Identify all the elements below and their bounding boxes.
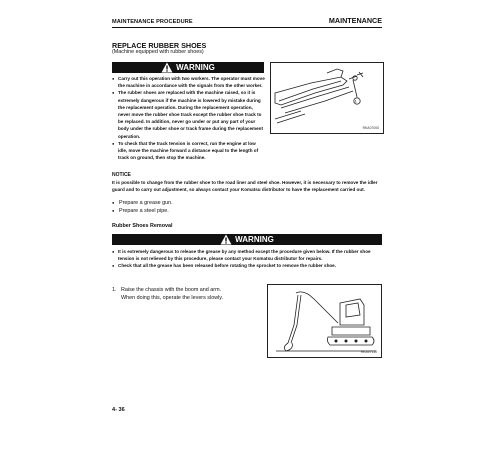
track-frame-drawing bbox=[271, 63, 383, 133]
figure-grease-fitting bbox=[270, 62, 384, 134]
warning-item: ● It is extremely dangerous to release the grease by any method except the procedure given below. If the rubber shoe tension is not relieved by this procedure, please contact your Komatsu distributor for repairs. bbox=[112, 248, 382, 262]
warning-item: ● Check that all the grease has been released before rotating the sprocket to remove the rubber shoe. bbox=[112, 262, 382, 269]
warning-bar-2 bbox=[112, 234, 382, 245]
excavator-drawing bbox=[268, 285, 381, 357]
figure-callout: 1 bbox=[354, 98, 357, 104]
header-left: MAINTENANCE PROCEDURE bbox=[112, 19, 193, 25]
step-number: 1. bbox=[112, 287, 117, 293]
prepare-list bbox=[112, 199, 173, 215]
page-number: 4- 36 bbox=[112, 407, 125, 413]
figure-raise-chassis bbox=[267, 284, 382, 358]
step-line-2: When doing this, operate the levers slowly. bbox=[121, 295, 224, 301]
warning-triangle-icon bbox=[220, 234, 232, 245]
header-right: MAINTENANCE bbox=[328, 16, 382, 25]
step-1 bbox=[112, 286, 262, 302]
warning-item: ● Carry out this operation with two workers. The operator must move the machine in accordance with the signals from the other worker. bbox=[112, 75, 266, 89]
warning-label-1: WARNING bbox=[176, 63, 215, 72]
prepare-item: ● Prepare a steel pipe. bbox=[112, 207, 173, 215]
figure-code-2: RKA07110 bbox=[360, 350, 377, 354]
page-header bbox=[112, 16, 382, 28]
step-line-1: Raise the chassis with the boom and arm. bbox=[121, 287, 222, 293]
notice-heading: NOTICE bbox=[112, 172, 131, 178]
warning-item: ● To check that the track tension is correct, run the engine at low idle, move the machine forward a distance equal to the length of track on ground, then stop the machine. bbox=[112, 140, 266, 162]
removal-title: Rubber Shoes Removal bbox=[112, 223, 173, 229]
warning-label-2: WARNING bbox=[235, 235, 274, 244]
warning-bar-1 bbox=[112, 62, 264, 73]
notice-text: It is possible to change from the rubber shoe to the road liner and steel shoe. However, it is necessary to remove the idler guard and to carry out adjustment, so always contact your Komatsu distributor to have the replacement carried out. bbox=[112, 180, 378, 193]
warning-list-2 bbox=[112, 248, 382, 270]
warning-item: ● The rubber shoes are replaced with the machine raised, so it is extremely dangerous if the machine is lowered by mistake during the replacement operation. During the replacement operation, never move the rubber shoe track except the rubber shoe track to be replaced. In addition, never go under or put any part of your body under the rubber shoe or track frame during the replacement operation. bbox=[112, 89, 266, 139]
section-subtitle: (Machine equipped with rubber shoes) bbox=[112, 49, 204, 55]
section-title: REPLACE RUBBER SHOES bbox=[112, 41, 207, 50]
warning-list-1 bbox=[112, 75, 266, 161]
warning-triangle-icon bbox=[161, 62, 173, 73]
figure-code-1: RKA07000 bbox=[362, 126, 379, 130]
prepare-item: ● Prepare a grease gun. bbox=[112, 199, 173, 207]
